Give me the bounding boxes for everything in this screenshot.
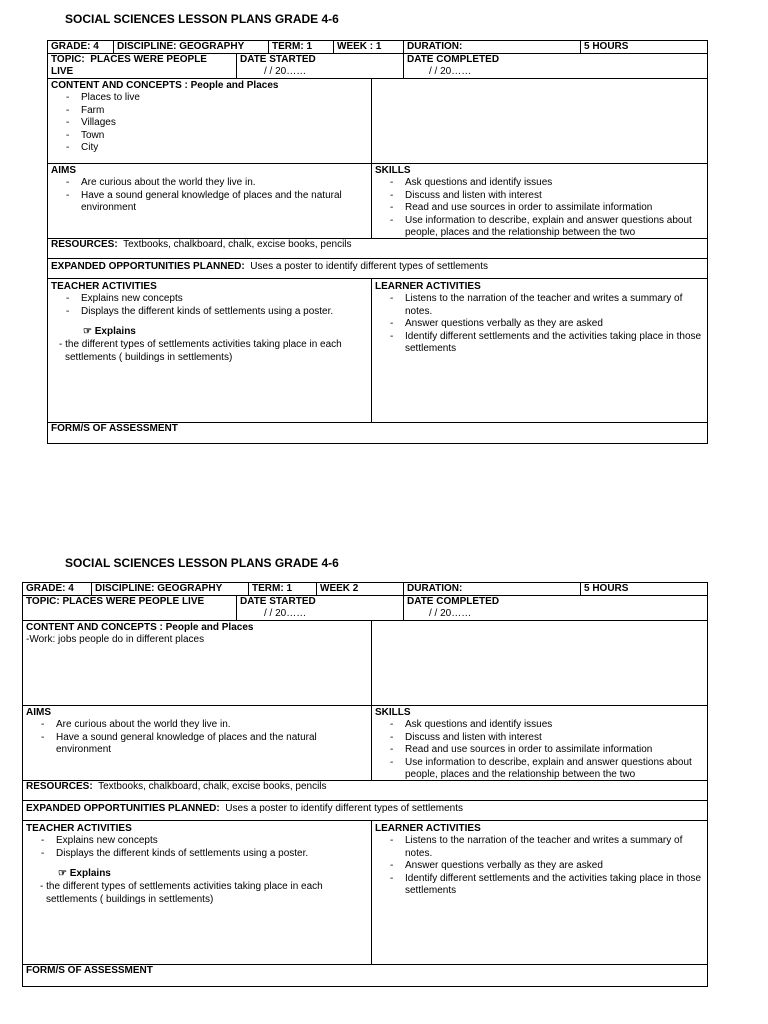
learner-heading: LEARNER ACTIVITIES: [375, 281, 481, 292]
list-item: - Read and use sources in order to assimilate information: [375, 744, 704, 757]
resources-label: RESOURCES:: [26, 781, 93, 792]
resources-text: Textbooks, chalkboard, chalk, excise books, pencils: [98, 781, 327, 792]
list-item: - Are curious about the world they live in.: [51, 177, 368, 190]
discipline-cell: DISCIPLINE: GEOGRAPHY: [91, 583, 248, 595]
teacher-heading: TEACHER ACTIVITIES: [51, 281, 157, 292]
date-started-label: DATE STARTED: [240, 54, 316, 65]
term-cell: TERM: 1: [248, 583, 316, 595]
topic-row: [48, 54, 707, 79]
aims-skills-row: [48, 164, 707, 239]
learner-list: [375, 835, 704, 898]
list-item: - Have a sound general knowledge of places and the natural environment: [51, 190, 368, 215]
date-completed-blank: / / 20……: [429, 608, 472, 619]
aims-cell: [48, 164, 371, 238]
week-cell: WEEK 2: [316, 583, 403, 595]
content-list: [51, 92, 368, 155]
expanded-label: EXPANDED OPPORTUNITIES PLANNED:: [51, 261, 245, 272]
expanded-text: Uses a poster to identify different types of settlements: [225, 803, 464, 814]
duration-cell: DURATION:: [403, 41, 580, 53]
teacher-activities-cell: [23, 821, 371, 964]
hours-cell: 5 HOURS: [580, 41, 707, 53]
content-empty-cell: [371, 79, 707, 163]
learner-list: [375, 293, 704, 356]
list-item: - Explains new concepts: [51, 293, 368, 306]
list-item: - Identify different settlements and the activities taking place in those settlements: [375, 331, 704, 356]
content-text: -Work: jobs people do in different places: [26, 634, 205, 645]
content-cell: [23, 621, 371, 705]
list-item: - Discuss and listen with interest: [375, 732, 704, 745]
content-cell: [48, 79, 371, 163]
list-item: - Displays the different kinds of settlements using a poster.: [51, 306, 368, 319]
topic-cell: [48, 54, 236, 78]
header-row: [48, 41, 707, 54]
expanded-row: [23, 801, 707, 821]
aims-list: [26, 719, 368, 757]
explains-label: ☞ Explains: [83, 326, 136, 337]
expanded-text: Uses a poster to identify different types of settlements: [250, 261, 489, 272]
resources-cell: [48, 239, 707, 258]
activities-row: [48, 279, 707, 423]
duration-cell: DURATION:: [403, 583, 580, 595]
list-item: - Listens to the narration of the teacher and writes a summary of notes.: [375, 835, 704, 860]
header-row: [23, 583, 707, 596]
learner-heading: LEARNER ACTIVITIES: [375, 823, 481, 834]
expanded-label: EXPANDED OPPORTUNITIES PLANNED:: [26, 803, 220, 814]
expanded-cell: [23, 801, 707, 820]
hours-cell: 5 HOURS: [580, 583, 707, 595]
content-row: [23, 621, 707, 706]
topic-line2: LIVE: [51, 66, 74, 77]
topic-line1: PLACES WERE PEOPLE: [90, 54, 207, 65]
list-item: - Places to live: [51, 92, 368, 105]
assessment-row: [48, 423, 707, 444]
week-cell: WEEK : 1: [333, 41, 403, 53]
resources-cell: [23, 781, 707, 800]
list-item: - Listens to the narration of the teacher and writes a summary of notes.: [375, 293, 704, 318]
list-item: - Answer questions verbally as they are asked: [375, 318, 704, 331]
date-started-cell: [236, 54, 403, 78]
list-item: - Ask questions and identify issues: [375, 719, 704, 732]
aims-cell: [23, 706, 371, 780]
expanded-row: [48, 259, 707, 279]
date-completed-label: DATE COMPLETED: [407, 596, 500, 607]
list-item: - City: [51, 142, 368, 155]
list-item: - Are curious about the world they live in.: [26, 719, 368, 732]
date-started-blank: / / 20……: [264, 608, 307, 619]
resources-text: Textbooks, chalkboard, chalk, excise books, pencils: [123, 239, 352, 250]
list-item: - Ask questions and identify issues: [375, 177, 704, 190]
assessment-label: FORM/S OF ASSESSMENT: [51, 423, 178, 434]
assessment-row: [23, 965, 707, 987]
list-item: - Town: [51, 130, 368, 143]
date-started-cell: [236, 596, 403, 620]
date-completed-label: DATE COMPLETED: [407, 54, 500, 65]
grade-cell: GRADE: 4: [51, 41, 99, 52]
date-completed-blank: / / 20……: [429, 66, 472, 77]
teacher-heading: TEACHER ACTIVITIES: [26, 823, 132, 834]
learner-activities-cell: [371, 821, 707, 964]
topic-label: TOPIC:: [51, 54, 85, 65]
assessment-label: FORM/S OF ASSESSMENT: [26, 965, 153, 976]
topic-cell: TOPIC: PLACES WERE PEOPLE LIVE: [26, 596, 205, 607]
skills-list: [375, 719, 704, 780]
skills-cell: [371, 706, 707, 780]
grade-cell: GRADE: 4: [26, 583, 74, 594]
list-item: - Villages: [51, 117, 368, 130]
plan1-title: SOCIAL SCIENCES LESSON PLANS GRADE 4-6: [65, 12, 339, 26]
content-heading: CONTENT AND CONCEPTS : People and Places: [26, 622, 254, 633]
explains-label: ☞ Explains: [58, 868, 111, 879]
teacher-activities-cell: [48, 279, 371, 422]
aims-skills-row: [23, 706, 707, 781]
content-row: [48, 79, 707, 164]
list-item: - Read and use sources in order to assimilate information: [375, 202, 704, 215]
lesson-plan-2-table: [22, 582, 708, 987]
resources-row: [48, 239, 707, 259]
topic-row: [23, 596, 707, 621]
skills-heading: SKILLS: [375, 165, 411, 176]
list-item: - Use information to describe, explain and answer questions about people, places and the relationship between the two: [375, 215, 704, 239]
skills-list: [375, 177, 704, 238]
content-heading: CONTENT AND CONCEPTS : People and Places: [51, 80, 279, 91]
date-started-label: DATE STARTED: [240, 596, 316, 607]
aims-heading: AIMS: [26, 707, 51, 718]
term-cell: TERM: 1: [268, 41, 333, 53]
list-item: - Answer questions verbally as they are asked: [375, 860, 704, 873]
list-item: - Have a sound general knowledge of places and the natural environment: [26, 732, 368, 757]
explains-note: - the different types of settlements activities taking place in each settlements ( buildings in settlements): [40, 881, 323, 905]
aims-list: [51, 177, 368, 215]
learner-activities-cell: [371, 279, 707, 422]
resources-label: RESOURCES:: [51, 239, 118, 250]
teacher-list: [26, 835, 368, 860]
teacher-list: [51, 293, 368, 318]
explains-note: - the different types of settlements activities taking place in each settlements ( buildings in settlements): [59, 339, 342, 363]
skills-heading: SKILLS: [375, 707, 411, 718]
date-completed-cell: [403, 54, 707, 78]
list-item: - Identify different settlements and the activities taking place in those settlements: [375, 873, 704, 898]
discipline-cell: DISCIPLINE: GEOGRAPHY: [113, 41, 268, 53]
list-item: - Farm: [51, 105, 368, 118]
list-item: - Discuss and listen with interest: [375, 190, 704, 203]
plan2-title: SOCIAL SCIENCES LESSON PLANS GRADE 4-6: [65, 556, 339, 570]
skills-cell: [371, 164, 707, 238]
date-completed-cell: [403, 596, 707, 620]
list-item: - Displays the different kinds of settlements using a poster.: [26, 848, 368, 861]
date-started-blank: / / 20……: [264, 66, 307, 77]
lesson-plan-1-table: [47, 40, 708, 444]
list-item: - Explains new concepts: [26, 835, 368, 848]
content-empty-cell: [371, 621, 707, 705]
activities-row: [23, 821, 707, 965]
expanded-cell: [48, 259, 707, 278]
aims-heading: AIMS: [51, 165, 76, 176]
list-item: - Use information to describe, explain and answer questions about people, places and the relationship between the two: [375, 757, 704, 781]
resources-row: [23, 781, 707, 801]
